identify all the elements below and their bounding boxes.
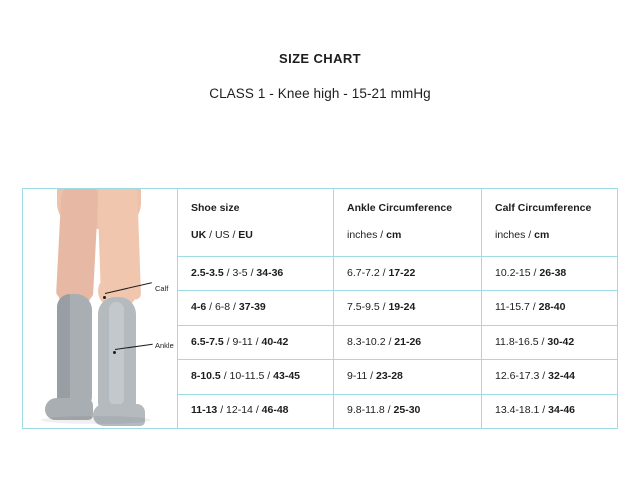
ankle-in: 8.3-10.2 (347, 335, 386, 348)
unit-cm-calf: cm (534, 229, 550, 241)
table-row (178, 326, 617, 360)
sep: / (247, 266, 257, 279)
header-ankle-title: Ankle Circumference (347, 202, 453, 215)
sep: / (384, 404, 394, 417)
header-calf-title: Calf Circumference (495, 202, 592, 215)
sep: / (223, 266, 233, 279)
front-leg-sock-highlight (109, 302, 124, 406)
legs-illustration-panel (23, 189, 178, 428)
shoe-eu: 34-36 (256, 266, 284, 279)
unit-inches-calf: inches (495, 229, 526, 241)
table-row (178, 360, 617, 394)
calf-cm: 34-46 (548, 404, 575, 417)
ankle-in: 7.5-9.5 (347, 301, 380, 314)
page-title: SIZE CHART (279, 51, 361, 66)
header-calf-units (495, 228, 604, 244)
cell-shoe-size (178, 291, 334, 324)
shoe-eu: 43-45 (273, 370, 301, 383)
shoe-uk: 4-6 (191, 301, 207, 314)
header-shoe-size-title: Shoe size (191, 202, 240, 215)
ankle-cm: 19-24 (388, 301, 416, 314)
shoe-uk: 2.5-3.5 (191, 266, 224, 279)
calf-in: 12.6-17.3 (495, 370, 540, 383)
ground-shadow (41, 416, 151, 424)
cell-ankle (334, 291, 482, 324)
sep: / (220, 370, 230, 383)
shoe-us: 12-14 (226, 404, 253, 417)
size-chart-page (0, 51, 640, 503)
unit-uk: UK (191, 229, 207, 241)
sep: / (379, 301, 389, 314)
calf-in: 11-15.7 (495, 301, 530, 314)
back-leg-sock-shade (57, 294, 70, 406)
unit-eu: EU (238, 229, 253, 241)
sep: / (385, 335, 395, 348)
ankle-cm: 17-22 (388, 266, 416, 279)
table-header-row (178, 189, 617, 257)
header-cell-ankle (334, 189, 482, 256)
unit-inches-ankle: inches (347, 229, 378, 241)
sep: / (539, 404, 549, 417)
sep: / (530, 266, 540, 279)
table-row (178, 291, 617, 325)
ankle-pointer-dot (113, 351, 116, 354)
sep: / (539, 370, 549, 383)
cell-calf (482, 395, 617, 428)
cell-shoe-size (178, 360, 334, 393)
sep-ankle: / (377, 229, 387, 241)
cell-ankle (334, 360, 482, 393)
cell-calf (482, 360, 617, 393)
shoe-uk: 11-13 (191, 404, 218, 417)
cell-ankle (334, 257, 482, 290)
ankle-in: 6.7-7.2 (347, 266, 380, 279)
header-shoe-size-units (191, 228, 320, 244)
shoe-us: 3-5 (232, 266, 248, 279)
legs-illustration (23, 189, 178, 426)
ankle-label: Ankle (155, 341, 174, 350)
cell-ankle (334, 326, 482, 359)
sep: / (206, 301, 215, 314)
header-cell-calf (482, 189, 617, 256)
calf-pointer-dot (103, 296, 106, 299)
ankle-cm: 25-30 (393, 404, 421, 417)
calf-in: 11.8-16.5 (495, 335, 539, 348)
ankle-cm: 23-28 (376, 370, 403, 383)
unit-us: US (214, 229, 230, 241)
sep: / (252, 404, 262, 417)
sep-1: / (206, 229, 215, 241)
unit-cm-ankle: cm (386, 229, 402, 241)
cell-shoe-size (178, 395, 334, 428)
shoe-uk: 6.5-7.5 (191, 335, 224, 348)
shoe-us: 10-11.5 (229, 370, 265, 383)
cell-calf (482, 326, 617, 359)
page-subtitle: CLASS 1 - Knee high - 15-21 mmHg (209, 86, 431, 101)
calf-label: Calf (155, 284, 169, 293)
header-cell-shoe-size (178, 189, 334, 256)
calf-cm: 32-44 (548, 370, 575, 383)
size-chart-table (22, 188, 618, 429)
sep-2: / (229, 229, 239, 241)
header-ankle-units (347, 228, 468, 244)
sep: / (217, 404, 227, 417)
cell-ankle (334, 395, 482, 428)
calf-cm: 30-42 (547, 335, 575, 348)
calf-cm: 26-38 (539, 266, 567, 279)
sep: / (367, 370, 377, 383)
shoe-eu: 37-39 (238, 301, 266, 314)
ankle-cm: 21-26 (394, 335, 422, 348)
cell-calf (482, 257, 617, 290)
sep: / (230, 301, 239, 314)
shoe-us: 9-11 (232, 335, 253, 348)
cell-shoe-size (178, 257, 334, 290)
calf-in: 13.4-18.1 (495, 404, 540, 417)
calf-cm: 28-40 (538, 301, 566, 314)
shoe-uk: 8-10.5 (191, 370, 221, 383)
table-row (178, 395, 617, 428)
sep-calf: / (525, 229, 535, 241)
sep: / (252, 335, 262, 348)
cell-shoe-size (178, 326, 334, 359)
shoe-eu: 46-48 (261, 404, 289, 417)
ankle-in: 9-11 (347, 370, 368, 383)
shoe-eu: 40-42 (261, 335, 289, 348)
table-row (178, 257, 617, 291)
sep: / (264, 370, 274, 383)
sep: / (379, 266, 389, 279)
ankle-in: 9.8-11.8 (347, 404, 385, 417)
cell-calf (482, 291, 617, 324)
sep: / (529, 301, 539, 314)
measurements-table (178, 189, 617, 428)
sep: / (223, 335, 233, 348)
shoe-us: 6-8 (214, 301, 231, 314)
calf-in: 10.2-15 (495, 266, 531, 279)
sep: / (538, 335, 548, 348)
